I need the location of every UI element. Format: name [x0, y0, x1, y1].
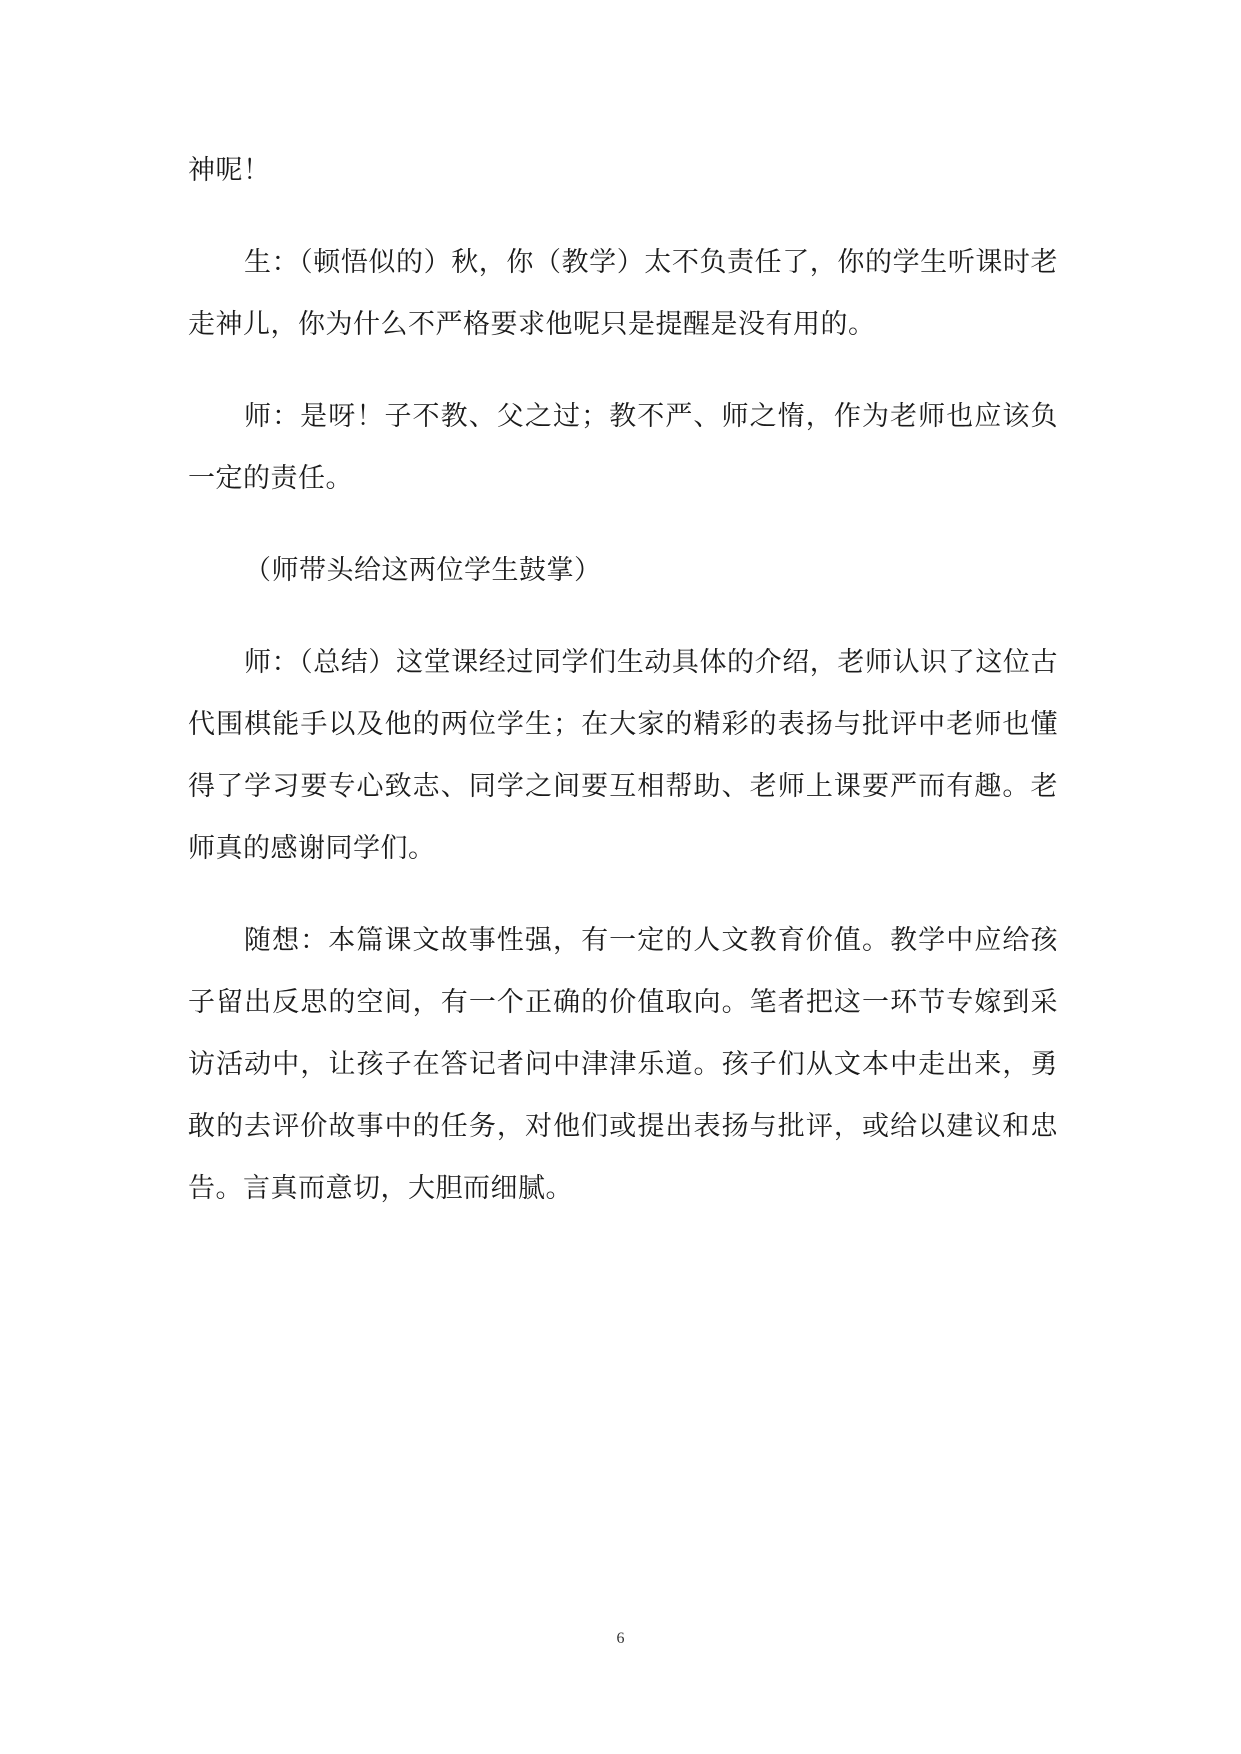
page-number: 6 [616, 1630, 625, 1647]
paragraph-continuation: 神呢！ [188, 155, 271, 186]
paragraph-teacher-summary: 师：（总结）这堂课经过同学们生动具体的介绍，老师认识了这位古代围棋能手以及他的两位学生；在大家的精彩的表扬与批评中老师也懂得了学习要专心致志、同学之间要互相帮助、老师上课要严而有趣。老师真的感谢同学们。 [188, 647, 1058, 864]
page-body [188, 140, 1058, 1250]
paragraph-student-reply: 生：（顿悟似的）秋，你（教学）太不负责任了，你的学生听课时老走神儿，你为什么不严格要求他呢只是提醒是没有用的。 [188, 247, 1058, 340]
paragraph-teacher-response: 师：是呀！子不教、父之过；教不严、师之惰，作为老师也应该负一定的责任。 [188, 401, 1058, 494]
paragraph-reflection: 随想：本篇课文故事性强，有一定的人文教育价值。教学中应给孩子留出反思的空间，有一个正确的价值取向。笔者把这一环节专嫁到采访活动中，让孩子在答记者问中津津乐道。孩子们从文本中走出来，勇敢的去评价故事中的任务，对他们或提出表扬与批评，或给以建议和忠告。言真而意切，大胆而细腻。 [188, 925, 1058, 1204]
paragraph-stage-direction: （师带头给这两位学生鼓掌） [244, 555, 602, 586]
